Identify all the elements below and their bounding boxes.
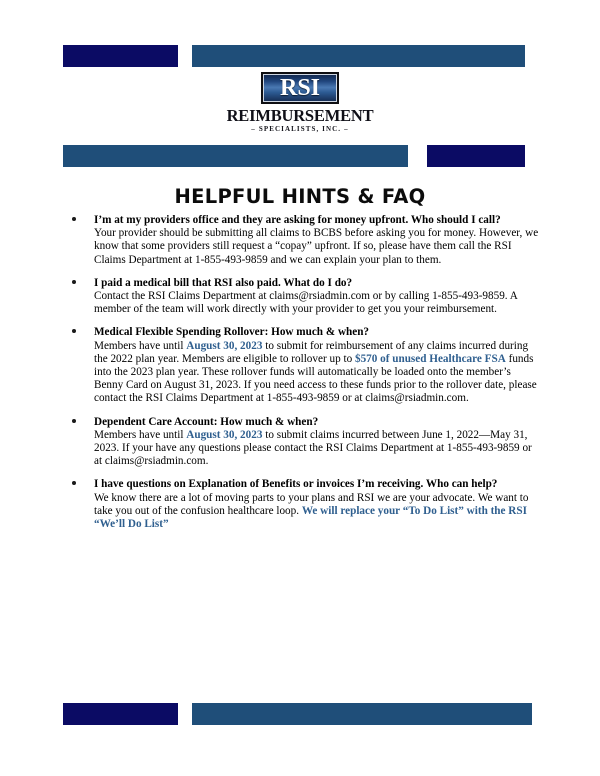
header-band-steel-left	[63, 145, 408, 167]
faq-question: Medical Flexible Spending Rollover: How much & when?	[94, 326, 370, 339]
footer-band-navy	[63, 703, 178, 725]
page-title: HELPFUL HINTS & FAQ	[174, 185, 426, 209]
logo-tagline-text: SPECIALISTS, INC.	[258, 125, 342, 133]
faq-answer-highlight: August 30, 2023	[186, 339, 263, 352]
faq-question: Dependent Care Account: How much & when?	[94, 415, 319, 428]
faq-item	[0, 214, 600, 267]
faq-answer-highlight: We will replace your “To Do List” with the RSI “We’ll Do List”	[94, 504, 527, 531]
faq-list	[0, 214, 600, 541]
faq-answer-text: We know there are a lot of moving parts to your plans and RSI we are your advocate. We want to take you out of the confusion healthcare loop.	[94, 491, 529, 517]
faq-answer-text: Members have until	[94, 339, 187, 352]
faq-item	[0, 416, 600, 469]
faq-answer-text: Your provider should be submitting all claims to BCBS before asking you for money. However, we know that some providers still request a “copay” upfront. If so, please have them call the RSI Claims Department at 1-855-493-9859 and we can explain your plan to them.	[94, 227, 539, 266]
faq-answer	[94, 227, 542, 267]
faq-answer-highlight: $570 of unused Healthcare FSA	[354, 352, 506, 365]
faq-item	[0, 277, 600, 317]
rsi-logo-icon	[261, 72, 339, 104]
bullet-icon	[72, 481, 76, 485]
faq-answer-text: funds into the 2023 plan year. These rollover funds will automatically be loaded onto the member’s Benny Card on August 31, 2023. If you need access to these funds prior to the rollover date, please contact the RSI Claims Department at 1-855-493-9859 or at claims@rsiadmin.com.	[94, 352, 537, 405]
faq-answer-text: Members have until	[94, 428, 187, 441]
header-band-steel-right	[192, 45, 525, 67]
faq-answer-text: to submit claims incurred between June 1, 2022—May 31, 2023. If your have any questions please contact the RSI Claims Department at 1-855-493-9859 or at claims@rsiadmin.com.	[94, 428, 532, 468]
bullet-icon	[72, 217, 76, 221]
faq-answer-highlight: August 30, 2023	[186, 428, 263, 441]
faq-question: I’m at my providers office and they are asking for money upfront. Who should I call?	[94, 214, 501, 226]
faq-answer	[94, 429, 542, 469]
header-band-navy-left	[63, 45, 178, 67]
bullet-icon	[72, 280, 76, 284]
faq-answer-text: to submit for reimbursement of any claims incurred during the 2022 plan year. Members are eligible to rollover up to	[94, 339, 529, 365]
faq-answer	[94, 492, 542, 532]
bullet-icon	[72, 419, 76, 423]
tagline-dash-right-icon: –	[344, 125, 349, 133]
footer-band-steel	[192, 703, 532, 725]
bullet-icon	[72, 329, 76, 333]
logo-tagline	[251, 125, 349, 133]
logo-mark-text: RSI	[279, 75, 321, 101]
company-logo	[0, 72, 600, 133]
faq-item	[0, 478, 600, 531]
logo-wordmark: REIMBURSEMENT	[226, 106, 374, 125]
tagline-dash-left-icon: –	[251, 125, 256, 133]
faq-question: I paid a medical bill that RSI also paid. What do I do?	[94, 276, 353, 289]
faq-answer	[94, 340, 542, 406]
faq-answer-text: Contact the RSI Claims Department at claims@rsiadmin.com or by calling 1-855-493-9859. A member of the team will work directly with your provider to get you your reimbursement.	[94, 290, 518, 316]
faq-question: I have questions on Explanation of Benefits or invoices I’m receiving. Who can help?	[94, 478, 498, 491]
header-band-navy-right	[427, 145, 525, 167]
faq-answer	[94, 290, 542, 316]
faq-item	[0, 326, 600, 405]
